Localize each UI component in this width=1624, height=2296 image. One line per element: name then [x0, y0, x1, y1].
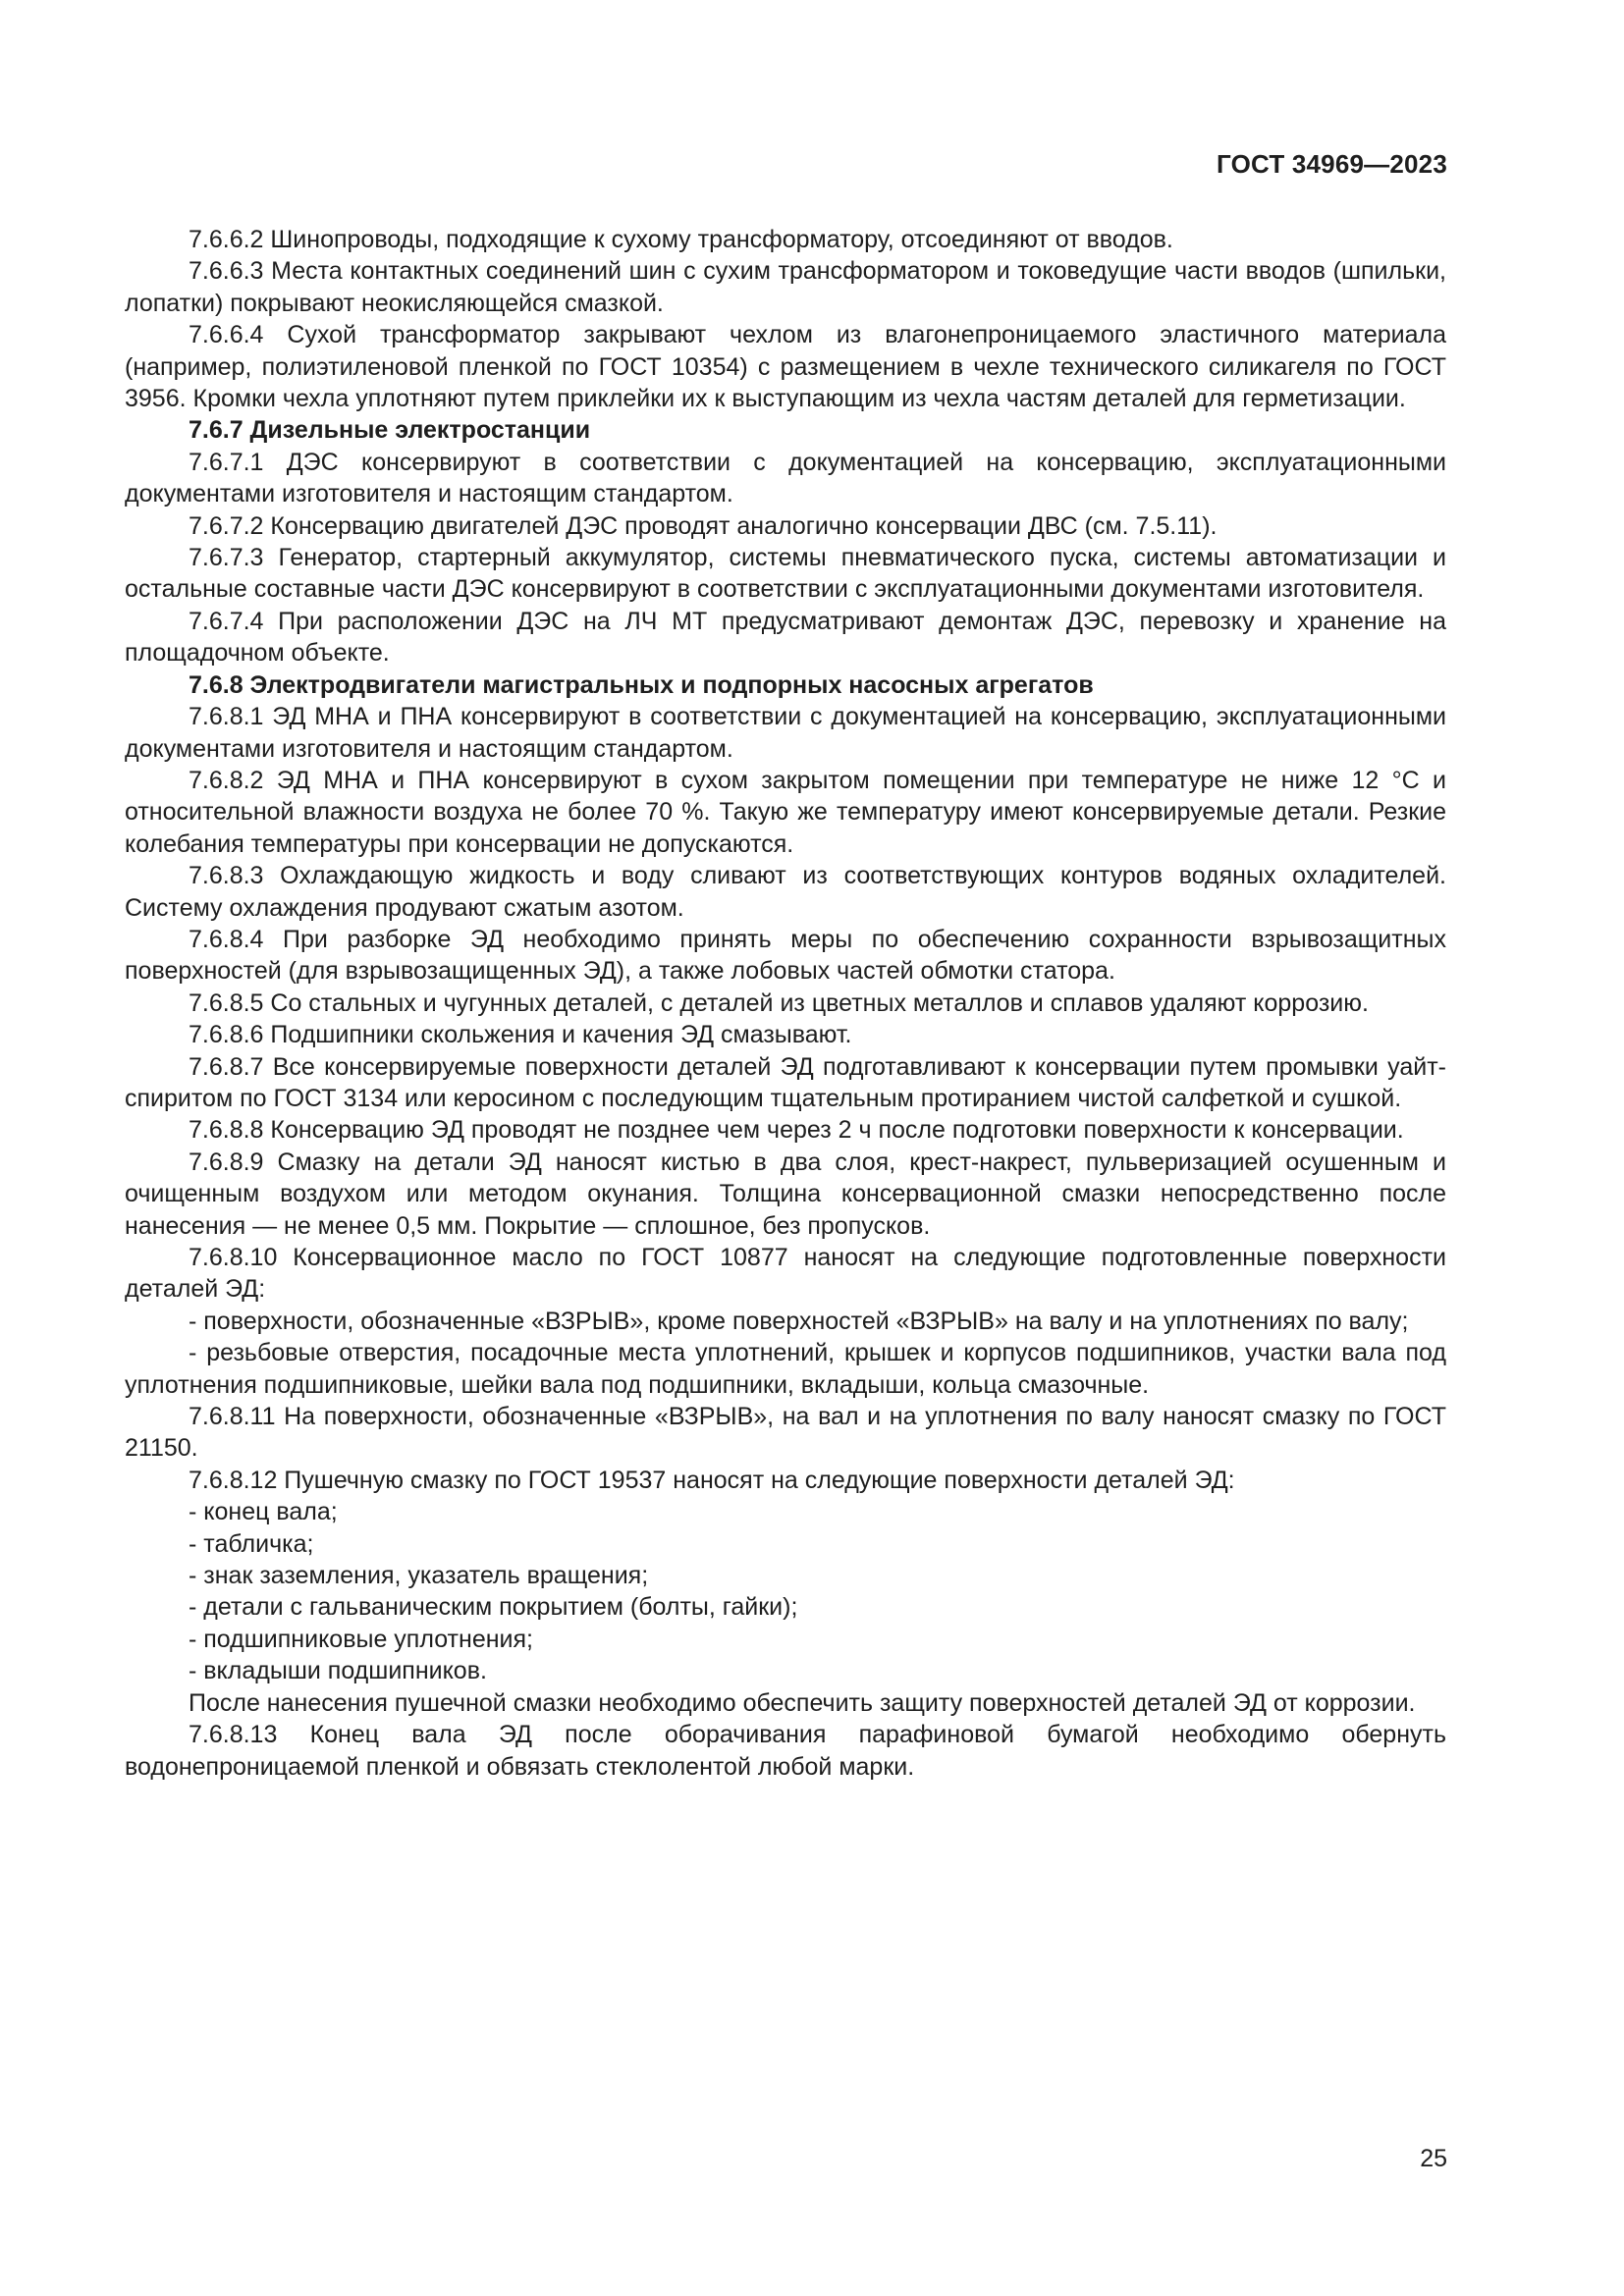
paragraph: 7.6.8.13 Конец вала ЭД после оборачивания парафиновой бумагой необходимо обернуть водонепроницаемой пленкой и обвязать стеклолентой любой марки. [125, 1721, 1446, 1781]
list-item: - подшипниковые уплотнения; [189, 1625, 533, 1653]
list-item: - резьбовые отверстия, посадочные места уплотнений, крышек и корпусов подшипников, участки вала под уплотнения подшипниковые, шейки вала под подшипники, вкладыши, кольца смазочные. [125, 1339, 1446, 1399]
paragraph: 7.6.8.5 Со стальных и чугунных деталей, с деталей из цветных металлов и сплавов удаляют коррозию. [189, 988, 1369, 1017]
paragraph: 7.6.8.6 Подшипники скольжения и качения ЭД смазывают. [189, 1021, 852, 1049]
paragraph: 7.6.8.8 Консервацию ЭД проводят не позднее чем через 2 ч после подготовки поверхности к консервации. [189, 1116, 1404, 1145]
section-heading: 7.6.8 Электродвигатели магистральных и подпорных насосных агрегатов [189, 670, 1094, 699]
list-item: - конец вала; [189, 1498, 338, 1526]
paragraph: 7.6.6.4 Сухой трансформатор закрывают чехлом из влагонепроницаемого эластичного материала (например, полиэтиленовой пленкой по ГОСТ 10354) с размещением в чехле технического силикагеля по ГОСТ 3956. Кромки чехла уплотняют путем приклейки их к выступающим из чехла частям деталей для герметизации. [125, 321, 1446, 413]
paragraph: 7.6.6.3 Места контактных соединений шин с сухим трансформатором и токоведущие части вводов (шпильки, лопатки) покрывают неокисляющейся смазкой. [125, 257, 1446, 317]
paragraph: 7.6.8.11 На поверхности, обозначенные «ВЗРЫВ», на вал и на уплотнения по валу наносят смазку по ГОСТ 21150. [125, 1403, 1446, 1463]
paragraph: 7.6.8.1 ЭД МНА и ПНА консервируют в соответствии с документацией на консервацию, эксплуатационными документами изготовителя и настоящим стандартом. [125, 703, 1446, 763]
paragraph: 7.6.8.10 Консервационное масло по ГОСТ 10877 наносят на следующие подготовленные поверхности деталей ЭД: [125, 1244, 1446, 1304]
paragraph: 7.6.7.4 При расположении ДЭС на ЛЧ МТ предусматривают демонтаж ДЭС, перевозку и хранение на площадочном объекте. [125, 607, 1446, 667]
list-item: - поверхности, обозначенные «ВЗРЫВ», кроме поверхностей «ВЗРЫВ» на валу и на уплотнениях по валу; [189, 1307, 1409, 1335]
section-heading: 7.6.7 Дизельные электростанции [189, 416, 591, 445]
list-item: - детали с гальваническим покрытием (болты, гайки); [189, 1593, 798, 1622]
list-item: - табличка; [189, 1529, 314, 1558]
paragraph: 7.6.8.4 При разборке ЭД необходимо принять меры по обеспечению сохранности взрывозащитных поверхностей (для взрывозащищенных ЭД), а также лобовых частей обмотки статора. [125, 925, 1446, 986]
paragraph: 7.6.8.7 Все консервируемые поверхности деталей ЭД подготавливают к консервации путем промывки уайт-спиритом по ГОСТ 3134 или керосином с последующим тщательным протиранием чистой салфеткой и сушкой. [125, 1052, 1446, 1112]
paragraph: 7.6.8.12 Пушечную смазку по ГОСТ 19537 наносят на следующие поверхности деталей ЭД: [189, 1466, 1235, 1494]
paragraph: 7.6.7.2 Консервацию двигателей ДЭС проводят аналогично консервации ДВС (см. 7.5.11). [189, 511, 1218, 540]
paragraph: 7.6.8.2 ЭД МНА и ПНА консервируют в сухом закрытом помещении при температуре не ниже 12 °С и относительной влажности воздуха не более 70 %. Такую же температуру имеют консервируемые детали. Резкие колебания температуры при консервации не допускаются. [125, 766, 1446, 858]
paragraph: После нанесения пушечной смазки необходимо обеспечить защиту поверхностей деталей ЭД от коррозии. [189, 1688, 1416, 1717]
paragraph: 7.6.8.3 Охлаждающую жидкость и воду сливают из соответствующих контуров водяных охладителей. Систему охлаждения продувают сжатым азотом. [125, 862, 1446, 922]
paragraph: 7.6.6.2 Шинопроводы, подходящие к сухому трансформатору, отсоединяют от вводов. [189, 226, 1173, 253]
page-number: 25 [1420, 2145, 1447, 2172]
paragraph: 7.6.7.1 ДЭС консервируют в соответствии с документацией на консервацию, эксплуатационными документами изготовителя и настоящим стандартом. [125, 448, 1446, 508]
list-item: - вкладыши подшипников. [189, 1657, 487, 1685]
paragraph: 7.6.8.9 Смазку на детали ЭД наносят кистью в два слоя, крест-накрест, пульверизацией осушенным и очищенным воздухом или методом окунания. Толщина консервационной смазки непосредственно после нанесения — не менее 0,5 мм. Покрытие — сплошное, без пропусков. [125, 1148, 1446, 1240]
document-header: ГОСТ 34969—2023 [1217, 149, 1447, 179]
document-body [125, 224, 1446, 1783]
paragraph: 7.6.7.3 Генератор, стартерный аккумулятор, системы пневматического пуска, системы автоматизации и остальные составные части ДЭС консервируют в соответствии с эксплуатационными документами изготовителя. [125, 544, 1446, 604]
list-item: - знак заземления, указатель вращения; [189, 1562, 649, 1590]
